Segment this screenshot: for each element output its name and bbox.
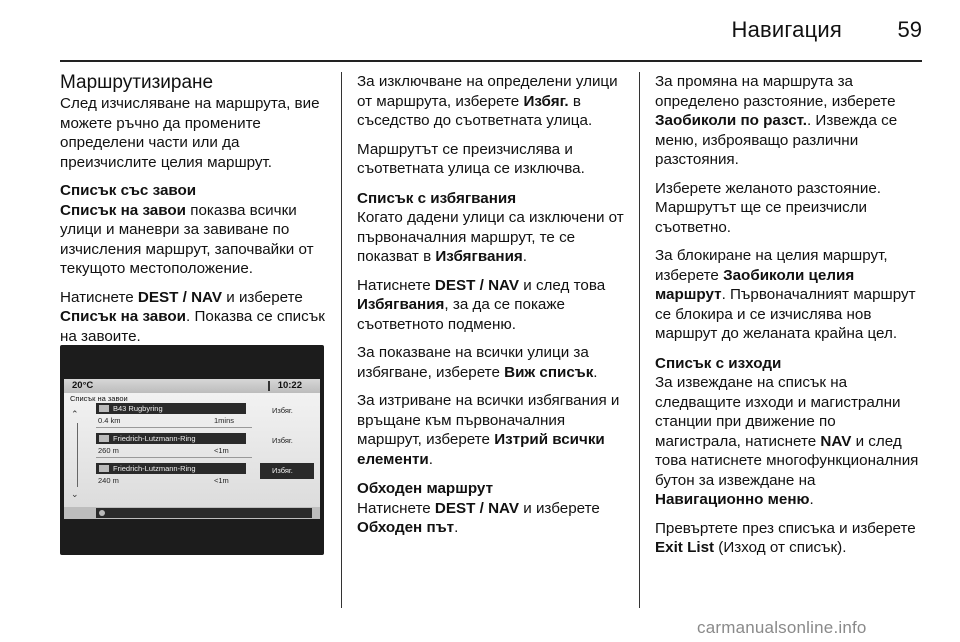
subheading-exit-list: Списък с изходи xyxy=(655,354,782,372)
temperature-readout: 20°C xyxy=(72,380,94,391)
list-item: B43 Rugbyring xyxy=(96,403,246,414)
section-heading: Маршрутизиране xyxy=(60,72,214,93)
paragraph: За изключване на определени улици от маршрута, изберете Избяг. в съседство до съответната улица. xyxy=(357,73,618,129)
maneuver-icon xyxy=(99,465,109,472)
list-item: Friedrich-Lutzmann-Ring xyxy=(96,463,246,474)
column-3 xyxy=(655,72,925,567)
paragraph: Натиснете DEST / NAV и изберете Списък на завои. Показва се списък на завоите. xyxy=(60,288,325,345)
ui-term: Заобиколи по разст. xyxy=(655,112,807,129)
navigation-icon xyxy=(99,510,105,516)
screen-heading: Списък на завои xyxy=(70,394,128,403)
paragraph: Маршрутът се преизчислява и съответната улица се изключва. xyxy=(357,140,585,177)
scroll-down-icon: ⌄ xyxy=(71,489,79,499)
ui-term: DEST / NAV xyxy=(137,288,223,306)
scroll-rail xyxy=(77,423,78,487)
ui-term: Избяг. xyxy=(523,92,569,110)
watermark: carmanualsonline.info xyxy=(697,618,867,637)
clock-readout: 10:22 xyxy=(277,380,302,391)
paragraph: За изтриване на всички избягвания и връщане към първоначалния маршрут, изберете Изтрий всички елементи. xyxy=(357,392,620,468)
paragraph: Когато дадени улици са изключени от първоначалния маршрут, те се показват в Избягвания. xyxy=(357,209,624,265)
column-2 xyxy=(357,72,625,547)
ui-term: Заобиколи целия маршрут xyxy=(655,266,855,303)
maneuver-icon xyxy=(99,435,109,442)
avoid-button: Избяг. xyxy=(272,436,293,445)
paragraph: За промяна на маршрута за определено разстояние, изберете Заобиколи по разст.. Извежда се меню, изброяващо различни разстояния. xyxy=(655,73,898,168)
ui-term: DEST / NAV xyxy=(434,276,520,294)
screen-list-area: Списък на завои ⌃ ⌄ B43 Rugbyring 0.4 km 1mins Избяг. Friedrich-Lutzmann-Ring 260 m <1m Избяг. Friedrich-Lutzmann-Ring 240 m <1m Избяг. xyxy=(64,393,320,507)
paragraph: Списък на завои показва всички улици и маневри за завиване по изчисления маршрут, започвайки от текущото местоположение. xyxy=(60,201,314,277)
subheading-avoid-list: Списък с избягвания xyxy=(357,189,517,207)
paragraph: Натиснете DEST / NAV и изберете Обходен път. xyxy=(357,499,600,536)
paragraph: За показване на всички улици за избягване, изберете Виж списък. xyxy=(357,344,598,381)
paragraph: Превъртете през списъка и изберете Exit List (Изход от списък). xyxy=(655,519,916,556)
column-divider xyxy=(341,72,342,608)
ui-term: Изтрий всички елементи xyxy=(357,431,605,468)
ui-term: Списък на завои xyxy=(60,308,187,325)
ui-term: Виж списък xyxy=(504,363,594,381)
subheading-turn-list: Списък със завои xyxy=(60,182,197,199)
paragraph: Изберете желаното разстояние. Маршрутът ще се преизчисли съответно. xyxy=(655,179,881,236)
turn-list-screenshot xyxy=(60,345,324,555)
row-divider xyxy=(96,457,252,458)
subheading-detour: Обходен маршрут xyxy=(357,480,494,497)
ui-term: DEST / NAV xyxy=(434,499,520,517)
avoid-button-selected: Избяг. xyxy=(260,463,314,479)
ui-term: Избягвания xyxy=(357,296,445,313)
ui-term: Обходен път xyxy=(357,519,455,536)
intro-paragraph: След изчисляване на маршрута, вие можете ръчно да промените определени части или да преизчислите целия маршрут. xyxy=(60,95,320,171)
column-divider xyxy=(639,72,640,608)
screen-status-bar xyxy=(64,379,320,393)
header-rule xyxy=(60,60,922,62)
row-divider xyxy=(96,427,252,428)
avoid-button: Избяг. xyxy=(272,406,293,415)
ui-term: Exit List xyxy=(655,539,715,556)
bottom-row xyxy=(96,508,312,518)
ui-term: Избягвания xyxy=(435,248,523,265)
ui-term: NAV xyxy=(820,432,852,450)
page-header xyxy=(0,0,960,64)
ui-term: Навигационно меню xyxy=(655,491,810,508)
screen-bottom-bar xyxy=(64,507,320,519)
list-item: Friedrich-Lutzmann-Ring xyxy=(96,433,246,444)
section-title: Навигация xyxy=(731,17,842,42)
status-separator xyxy=(268,381,270,391)
paragraph: За блокиране на целия маршрут, изберете Заобиколи целия маршрут. Първоначалният маршрут се блокира и се изчислява нов маршрут до желаната крайна цел. xyxy=(655,247,916,342)
column-1 xyxy=(60,72,325,355)
paragraph: За извеждане на списък на следващите изходи и магистрални станции при движение по магистрала, натиснете NAV и след това натиснете многофункционалния бутон за извеждане на Навигационно меню. xyxy=(655,374,919,508)
paragraph: Натиснете DEST / NAV и след това Избягвания, за да се покаже съответното подменю. xyxy=(357,276,606,333)
scroll-up-icon: ⌃ xyxy=(71,409,79,419)
page-number: 59 xyxy=(897,17,922,42)
ui-term: Списък на завои xyxy=(60,201,187,219)
maneuver-icon xyxy=(99,405,109,412)
